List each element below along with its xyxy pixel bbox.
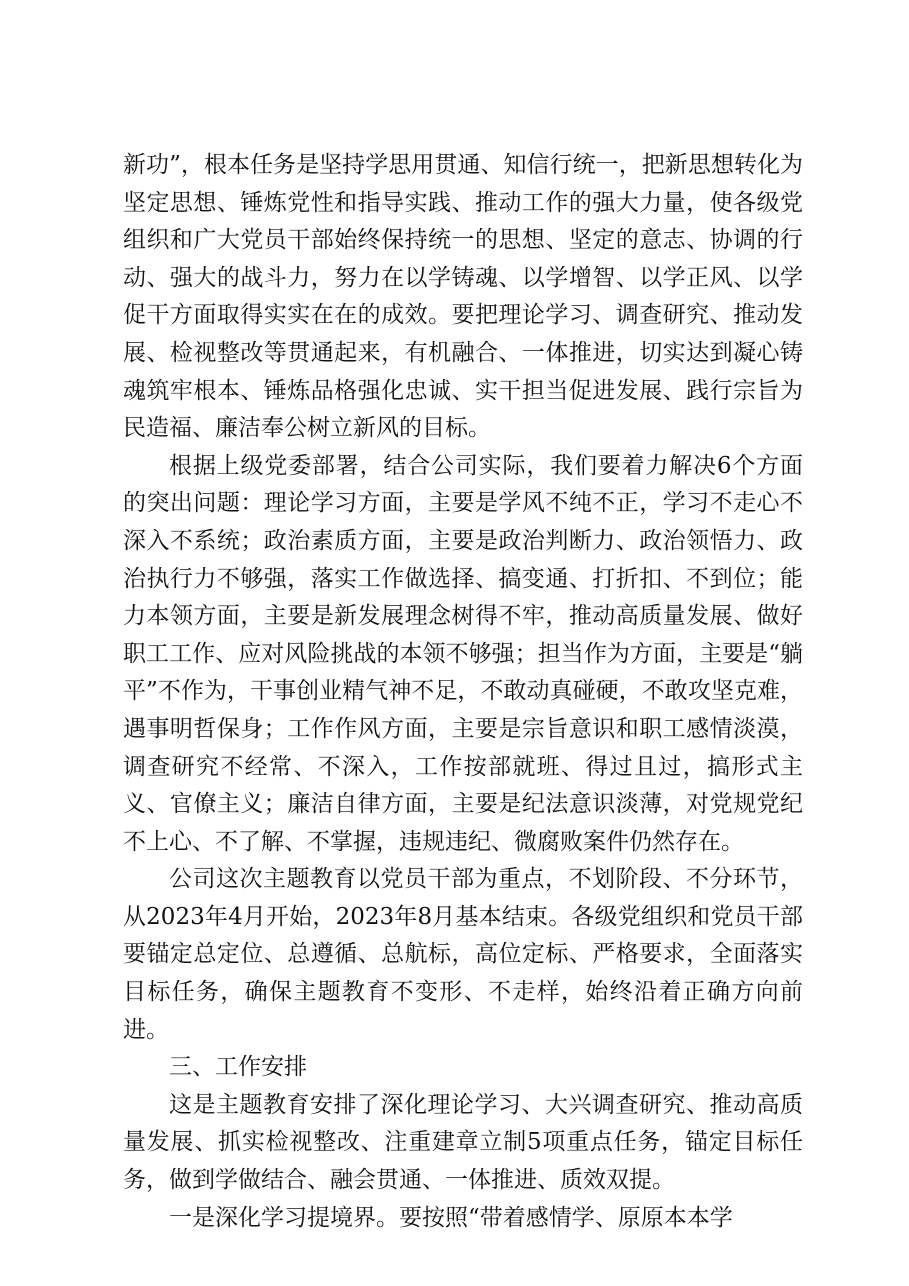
paragraph-continuation: 新功”，根本任务是坚持学思用贯通、知信行统一，把新思想转化为坚定思想、锤炼党性和指导实践、推动工作的强大力量，使各级党组织和广大党员干部始终保持统一的思想、坚定的意志、协调的行动、强大的战斗力，努力在以学铸魂、以学增智、以学正风、以学促干方面取得实实在在的成效。要把理论学习、调查研究、推动发展、检视整改等贯通起来，有机融合、一体推进，切实达到凝心铸魂筑牢根本、锤炼品格强化忠诚、实干担当促进发展、践行宗旨为民造福、廉洁奉公树立新风的目标。 — [123, 152, 803, 442]
paragraph-schedule: 公司这次主题教育以党员干部为重点，不划阶段、不分环节，从2023年4月开始，2023年8月基本结束。各级党组织和党员干部要锚定总定位、总遵循、总航标，高位定标、严格要求，全面落实目标任务，确保主题教育不变形、不走样，始终沿着正确方向前进。 — [123, 866, 803, 1043]
section-heading-work-arrangement: 三、工作安排 — [169, 1054, 307, 1081]
paragraph-study: 一是深化学习提境界。要按照“带着感情学、原原本本学 — [169, 1204, 733, 1231]
document-body — [123, 147, 803, 1237]
paragraph-key-tasks: 这是主题教育安排了深化理论学习、大兴调查研究、推动高质量发展、抓实检视整改、注重建章立制5项重点任务，锚定目标任务，做到学做结合、融会贯通、一体推进、质效双提。 — [123, 1091, 803, 1194]
paragraph-problems: 根据上级党委部署，结合公司实际，我们要着力解决6个方面的突出问题：理论学习方面，主要是学风不纯不正，学习不走心不深入不系统；政治素质方面，主要是政治判断力、政治领悟力、政治执行力不够强，落实工作做选择、搞变通、打折扣、不到位；能力本领方面，主要是新发展理念树得不牢，推动高质量发展、做好职工工作、应对风险挑战的本领不够强；担当作为方面，主要是“躺平”不作为，干事创业精气神不足，不敢动真碰硬，不敢攻坚克难，遇事明哲保身；工作作风方面，主要是宗旨意识和职工感情淡漠，调查研究不经常、不深入，工作按部就班、得过且过，搞形式主义、官僚主义；廉洁自律方面，主要是纪法意识淡薄，对党规党纪不上心、不了解、不掌握，违规违纪、微腐败案件仍然存在。 — [123, 452, 803, 855]
